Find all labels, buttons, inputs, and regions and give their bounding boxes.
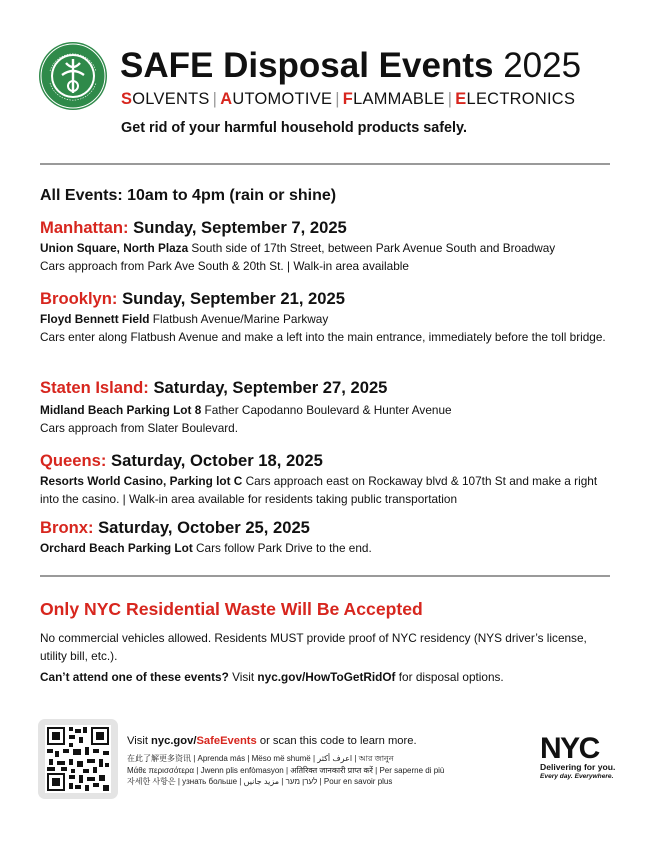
safe-events-link[interactable]: nyc.gov/SafeEvents — [151, 735, 257, 747]
visit-safe-events: Visit nyc.gov/SafeEvents or scan this code to learn more. — [127, 735, 417, 747]
tagline: Get rid of your harmful household products safely. — [121, 120, 467, 136]
event-details-brooklyn: Floyd Bennett Field Flatbush Avenue/Marine Parkway Cars enter along Flatbush Avenue and make a left into the main entrance, immediately before the toll bridge. — [40, 312, 606, 344]
dsny-seal-logo — [38, 41, 108, 111]
language-line: 자세한 사항은 | узнать больше | לערן מער | مزید جانیں | Pour en savoir plus — [127, 777, 393, 786]
nyc-tagline: Delivering for you. — [540, 762, 616, 772]
page-title: SAFE Disposal Events 2025 — [120, 46, 582, 85]
event-details-manhattan: Union Square, North Plaza South side of 17th Street, between Park Avenue South and Broadway Cars approach from Park Ave South & 20th St. | Walk-in area available — [40, 241, 556, 273]
event-hours: All Events: 10am to 4pm (rain or shine) — [40, 187, 337, 204]
event-heading-manhattan: Manhattan: Sunday, September 7, 2025 — [40, 218, 347, 237]
event-details-staten-island: Midland Beach Parking Lot 8 Father Capodanno Boulevard & Hunter Avenue Cars approach from Slater Boulevard. — [40, 403, 452, 435]
how-to-get-rid-of-link[interactable]: nyc.gov/HowToGetRidOf — [257, 670, 396, 684]
event-heading-staten-island: Staten Island: Saturday, September 27, 2025 — [40, 378, 388, 397]
qr-code-icon — [45, 725, 111, 793]
nyc-subtagline: Every day. Everywhere. — [540, 773, 614, 780]
alternative-options: Can’t attend one of these events? Visit nyc.gov/HowToGetRidOf for disposal options. — [40, 670, 504, 684]
language-list — [127, 753, 477, 788]
event-heading-bronx: Bronx: Saturday, October 25, 2025 — [40, 518, 310, 537]
residential-notice-title: Only NYC Residential Waste Will Be Accepted — [40, 599, 423, 619]
event-details-queens: Resorts World Casino, Parking lot C Cars approach east on Rockaway blvd & 107th St and make a right into the casino. | Walk-in area available for residents taking public transportation — [40, 474, 598, 506]
qr-code[interactable] — [38, 719, 118, 799]
divider — [40, 575, 610, 577]
materials-acronym: SOLVENTS | AUTOMOTIVE | FLAMMABLE | ELECTRONICS — [121, 90, 576, 108]
event-details-bronx: Orchard Beach Parking Lot Cars follow Park Drive to the end. — [40, 541, 372, 555]
residential-notice-body: No commercial vehicles allowed. Residents MUST provide proof of NYC residency (NYS driver’s license, utility bill, etc.). — [40, 631, 587, 663]
event-heading-queens: Queens: Saturday, October 18, 2025 — [40, 451, 323, 470]
event-heading-brooklyn: Brooklyn: Sunday, September 21, 2025 — [40, 289, 345, 308]
divider — [40, 163, 610, 165]
language-line: 在此了解更多资讯 | Aprenda más | Mëso më shumë | اعرف أكثر | আর জানুন — [127, 754, 394, 763]
language-line: Μάθε περισσότερα | Jwenn plis enfòmasyon | अतिरिक्त जानकारी प्राप्त करें | Per saperne di più — [127, 765, 445, 775]
nyc-logo — [540, 733, 614, 761]
svg-text:NYC: NYC — [540, 733, 599, 761]
